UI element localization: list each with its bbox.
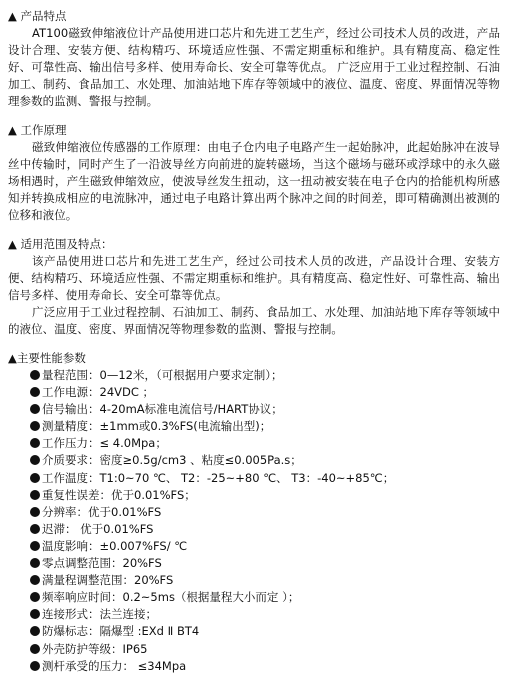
spec-text: 外壳防护等级：IP65	[42, 641, 148, 656]
section-main-specs	[8, 350, 500, 675]
spec-text: 测量精度：±1mm或0.3%FS(电流输出型)；	[42, 419, 272, 434]
bullet-icon	[30, 626, 40, 636]
spec-item	[8, 555, 500, 572]
spec-item	[8, 623, 500, 640]
section-working-principle	[8, 122, 500, 224]
bullet-icon	[30, 507, 40, 517]
spec-item	[8, 538, 500, 555]
spec-item	[8, 487, 500, 504]
bullet-icon	[30, 421, 40, 431]
spec-text: 分辨率：优于0.01%FS	[42, 504, 162, 519]
spec-text: 工作压力：≤ 4.0Mpa；	[42, 436, 167, 451]
bullet-icon	[30, 438, 40, 448]
spec-item	[8, 504, 500, 521]
bullet-icon	[30, 661, 40, 671]
spec-text: 工作电源：24VDC ；	[42, 385, 155, 400]
paragraph-application-scope-1: 该产品使用进口芯片和先进工艺生产，经过公司技术人员的改进，产品设计合理、安装方便、结构精巧、环境适应性强、不需定期重标和维护。具有精度高、稳定性好、可靠性高、输出信号多样、使用寿命长、安全可靠等优点。	[8, 254, 500, 302]
spec-item	[8, 641, 500, 658]
spec-item	[8, 367, 500, 384]
bullet-icon	[30, 524, 40, 534]
spec-item	[8, 470, 500, 487]
spec-item	[8, 606, 500, 623]
spec-text: 满量程调整范围：20%FS	[42, 573, 174, 588]
heading-working-principle: ▲ 工作原理	[8, 123, 67, 137]
document-page	[8, 8, 500, 687]
spec-text: 测杆承受的压力： ≤34Mpa	[42, 658, 187, 673]
spec-text: 重复性误差：优于0.01%FS；	[42, 487, 196, 502]
bullet-icon	[30, 455, 40, 465]
bullet-icon	[30, 473, 40, 483]
paragraph-product-features: AT100磁致伸缩液位计产品使用进口芯片和先进工艺生产，经过公司技术人员的改进，产品设计合理、安装方便、结构精巧、环境适应性强、不需定期重标和维护。具有精度高、稳定性好、可靠性高、输出信号多样、使用寿命长、安全可靠等优点。 广泛应用于工业过程控制、石油加工、制药、食品加工、水处理、加油站地下库存等领域中的液位、温度、密度、界面情况等物理参数的监测、警报与控制。	[8, 26, 500, 108]
section-product-features	[8, 8, 500, 110]
heading-application-scope: ▲ 适用范围及特点：	[8, 237, 113, 251]
spec-text: 零点调整范围：20%FS	[42, 556, 162, 571]
bullet-icon	[30, 370, 40, 380]
spec-text: 防爆标志：隔爆型 :EXd Ⅱ BT4	[42, 624, 200, 639]
spec-text: 迟滞： 优于0.01%FS	[42, 521, 154, 536]
spec-text: 频率响应时间：0.2~5ms（根据量程大小而定 ）；	[42, 590, 300, 605]
spec-item	[8, 384, 500, 401]
bullet-icon	[30, 404, 40, 414]
bullet-icon	[30, 644, 40, 654]
bullet-icon	[30, 541, 40, 551]
bullet-icon	[30, 592, 40, 602]
spec-list	[8, 367, 500, 675]
spec-item	[8, 572, 500, 589]
spec-item	[8, 418, 500, 435]
spec-text: 介质要求：密度≥0.5g/cm3 、粘度≤0.005Pa.s；	[42, 453, 302, 468]
spec-item	[8, 521, 500, 538]
spec-text: 温度影响：±0.007%FS/ ℃	[42, 538, 188, 553]
spec-text: 信号输出：4-20mA标准电流信号/HART协议；	[42, 402, 283, 417]
bullet-icon	[30, 387, 40, 397]
spec-item	[8, 435, 500, 452]
spec-item	[8, 452, 500, 469]
section-application-scope	[8, 236, 500, 338]
heading-main-specs: ▲主要性能参数	[8, 351, 86, 365]
spec-item	[8, 589, 500, 606]
spec-item	[8, 401, 500, 418]
spec-text: 连接形式：法兰连接；	[42, 607, 157, 622]
bullet-icon	[30, 558, 40, 568]
bullet-icon	[30, 609, 40, 619]
paragraph-application-scope-2: 广泛应用于工业过程控制、石油加工、制药、食品加工、水处理、加油站地下库存等领域中的液位、温度、密度、界面情况等物理参数的监测、警报与控制。	[8, 305, 500, 336]
spec-text: 量程范围：0—12米，（可根据用户要求定制）；	[42, 368, 283, 382]
heading-product-features: ▲ 产品特点	[8, 9, 67, 23]
spec-item	[8, 658, 500, 675]
bullet-icon	[30, 490, 40, 500]
paragraph-working-principle: 磁致伸缩液位传感器的工作原理：由电子仓内电子电路产生一起始脉冲，此起始脉冲在波导丝中传输时，同时产生了一沿波导丝方向前进的旋转磁场，当这个磁场与磁环或浮球中的永久磁场相遇时，产生磁致伸缩效应，使波导丝发生扭动，这一扭动被安装在电子仓内的拾能机构所感知并转换成相应的电流脉冲，通过电子电路计算出两个脉冲之间的时间差，即可精确测出被测的位移和液位。	[8, 140, 500, 222]
spec-text: 工作温度：T1:0~70 ℃、 T2：-25~+80 ℃、 T3：-40~+85℃；	[42, 470, 395, 485]
bullet-icon	[30, 575, 40, 585]
